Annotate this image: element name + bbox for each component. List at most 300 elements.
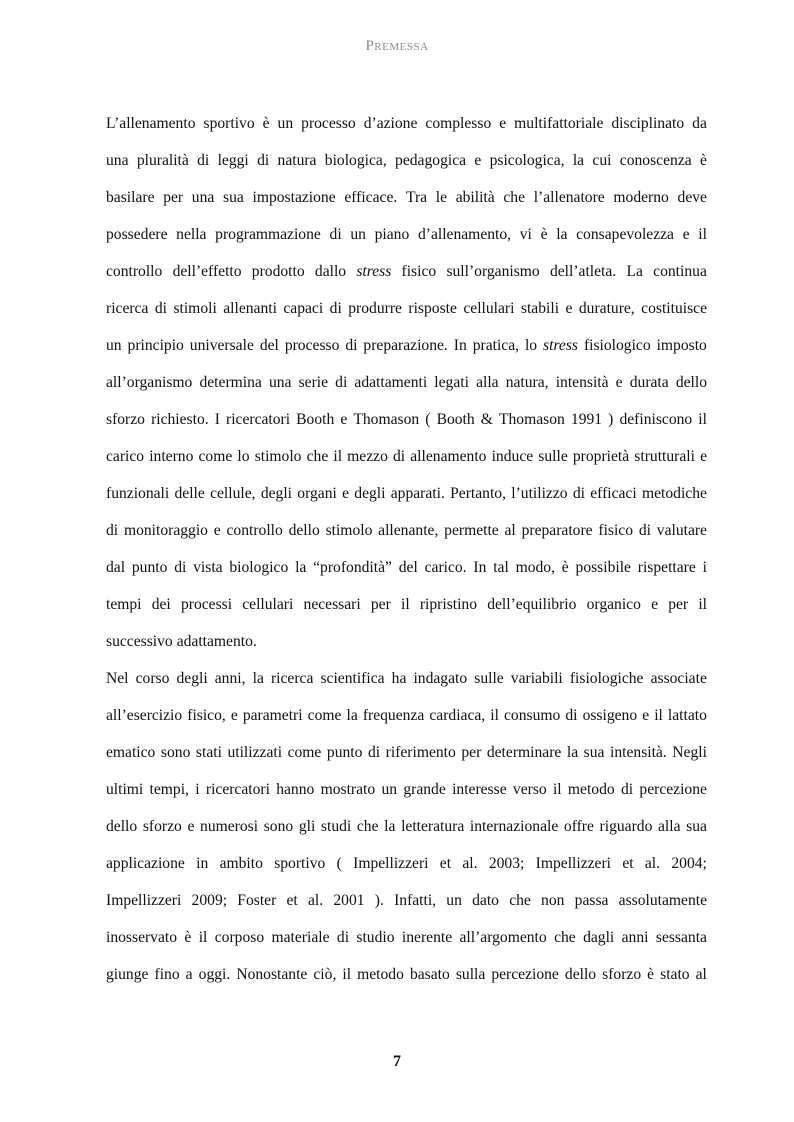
- word: il: [490, 707, 499, 724]
- word: sulle: [474, 670, 504, 687]
- word: il: [342, 966, 352, 983]
- word: che: [509, 892, 531, 909]
- word: efficaci: [590, 485, 637, 502]
- text-line: [106, 882, 707, 919]
- word: è: [184, 929, 192, 946]
- word: la: [295, 559, 307, 576]
- word: verso: [512, 781, 547, 798]
- word: al.: [307, 892, 324, 909]
- word: serie: [298, 374, 329, 391]
- text-line: [106, 105, 707, 142]
- word: dello: [288, 522, 320, 539]
- word: dallo: [314, 263, 347, 280]
- word: stimolo: [325, 522, 373, 539]
- word: e: [340, 411, 348, 428]
- word: universale: [189, 337, 254, 354]
- word: del: [398, 559, 418, 576]
- word: programmazione: [215, 226, 321, 243]
- word: controllo: [226, 522, 283, 539]
- word: di: [336, 929, 350, 946]
- word: risposte: [408, 300, 457, 317]
- word: riguardo: [599, 818, 653, 835]
- word: basilare: [106, 189, 155, 206]
- text-line: [106, 771, 707, 808]
- text-line: [106, 475, 707, 512]
- word: natura,: [505, 374, 549, 391]
- word: prodotto: [251, 263, 305, 280]
- word: d’allenamento,: [417, 226, 512, 243]
- word: durata: [629, 374, 669, 391]
- word: ).: [374, 892, 384, 909]
- word: al: [695, 966, 707, 983]
- word: I: [214, 411, 220, 428]
- word: tempi: [106, 596, 142, 613]
- word: letteratura: [401, 818, 465, 835]
- word: frequenza: [362, 707, 425, 724]
- word: Impellizzeri: [535, 855, 611, 872]
- word: il: [698, 226, 707, 243]
- word: gli: [298, 818, 316, 835]
- word: deve: [677, 189, 707, 206]
- word: metodo: [567, 781, 615, 798]
- word: dell’atleta.: [549, 263, 617, 280]
- word: et: [439, 855, 452, 872]
- word: Booth: [296, 411, 335, 428]
- word: sono: [160, 744, 191, 761]
- word: La: [626, 263, 643, 280]
- word: possedere: [106, 226, 168, 243]
- text-line: [106, 327, 707, 364]
- word: d’azione: [363, 115, 418, 132]
- word: associate: [650, 670, 707, 687]
- word: inerente: [401, 929, 453, 946]
- word: apparati.: [390, 485, 445, 502]
- word: mostrato: [320, 781, 376, 798]
- word: possibile: [575, 559, 631, 576]
- word: alla: [476, 374, 499, 391]
- word: applicazione: [106, 855, 185, 872]
- word: ciò,: [313, 966, 337, 983]
- word: processi: [180, 596, 233, 613]
- word: percezione: [639, 781, 707, 798]
- word: pluralità: [136, 152, 189, 169]
- word: tal: [493, 559, 509, 576]
- word: pratica,: [472, 337, 520, 354]
- word: (: [336, 855, 342, 872]
- word: dato: [472, 892, 499, 909]
- word: funzionali: [106, 485, 170, 502]
- word: adattamenti: [354, 374, 428, 391]
- word: conoscenza: [619, 152, 692, 169]
- word: rispettare: [637, 559, 696, 576]
- word: fisiologico: [583, 337, 651, 354]
- word: controllo: [106, 263, 163, 280]
- word: i: [702, 559, 707, 576]
- word: da: [692, 115, 707, 132]
- word: di: [335, 374, 348, 391]
- text-line: [106, 660, 707, 697]
- word: e: [499, 115, 507, 132]
- word: tempi,: [149, 781, 189, 798]
- word: che: [503, 189, 526, 206]
- word: lo: [237, 448, 250, 465]
- word: e: [342, 485, 350, 502]
- word: sulle: [538, 448, 568, 465]
- word: fisiologiche: [569, 670, 644, 687]
- word: In: [453, 337, 467, 354]
- word: fisico,: [187, 707, 226, 724]
- word: dello: [106, 818, 138, 835]
- word: il: [654, 707, 663, 724]
- word: la: [252, 670, 264, 687]
- word: organico: [586, 596, 641, 613]
- word: Pertanto,: [450, 485, 506, 502]
- word: fisico: [598, 522, 634, 539]
- word: degli: [354, 485, 386, 502]
- word: la: [384, 818, 396, 835]
- word: multifattoriale: [514, 115, 604, 132]
- word: vista: [193, 559, 223, 576]
- word: degli: [176, 670, 208, 687]
- word: e: [615, 374, 623, 391]
- word: e: [187, 818, 195, 835]
- word: metodo: [357, 966, 404, 983]
- word: è: [699, 152, 707, 169]
- word: che: [306, 448, 329, 465]
- word: lattato: [667, 707, 707, 724]
- italic-word: stress: [543, 337, 578, 354]
- word: induce: [491, 448, 534, 465]
- word: ossigeno: [582, 707, 638, 724]
- word: scientifica: [320, 670, 385, 687]
- word: strutturali: [634, 448, 695, 465]
- word: organi: [297, 485, 337, 502]
- word: richiesto.: [151, 411, 209, 428]
- text-line: [106, 216, 707, 253]
- word: determinare: [486, 744, 562, 761]
- word: i: [195, 781, 200, 798]
- word: continua: [653, 263, 707, 280]
- word: consumo: [503, 707, 561, 724]
- word: allenante,: [378, 522, 439, 539]
- word: valutare: [656, 522, 707, 539]
- word: sportivo: [203, 115, 255, 132]
- word: ricercatori: [226, 411, 291, 428]
- word: natura: [277, 152, 317, 169]
- word: sforzo: [106, 411, 145, 428]
- word: imposto: [656, 337, 707, 354]
- word: alla: [658, 818, 681, 835]
- word: punto: [131, 559, 168, 576]
- word: fino: [154, 966, 180, 983]
- word: oggi.: [198, 966, 231, 983]
- word: ricercatori: [205, 781, 270, 798]
- text-line: [106, 845, 707, 882]
- word: la: [346, 707, 358, 724]
- word: di: [106, 522, 119, 539]
- word: sessanta: [655, 929, 707, 946]
- word: In: [473, 559, 487, 576]
- word: &: [480, 411, 493, 428]
- word: sulla: [455, 966, 486, 983]
- word: internazionale: [469, 818, 559, 835]
- word: giunge: [106, 966, 149, 983]
- word: sull’organismo: [446, 263, 540, 280]
- text-line: [106, 364, 707, 401]
- word: nella: [176, 226, 207, 243]
- word: al.: [644, 855, 661, 872]
- text-line: [106, 734, 707, 771]
- word: all’organismo: [106, 374, 193, 391]
- word: sforzo: [602, 966, 642, 983]
- word: un: [381, 781, 398, 798]
- word: è: [540, 226, 548, 243]
- word: che: [554, 929, 576, 946]
- word: complesso: [425, 115, 492, 132]
- word: efficace.: [344, 189, 398, 206]
- word: interno: [149, 448, 194, 465]
- word: studio: [356, 929, 395, 946]
- word: all’argomento: [459, 929, 547, 946]
- word: dell’equilibrio: [487, 596, 577, 613]
- word: e: [682, 226, 690, 243]
- word: Booth: [436, 411, 475, 428]
- word: costituisce: [641, 300, 707, 317]
- word: inosservato: [106, 929, 178, 946]
- word: proprietà: [572, 448, 630, 465]
- word: il: [698, 596, 707, 613]
- text-line: [106, 290, 707, 327]
- text-line: [106, 808, 707, 845]
- word: produrre: [348, 300, 402, 317]
- word: è: [262, 115, 270, 132]
- word: stato: [660, 966, 690, 983]
- word: indagato: [413, 670, 468, 687]
- word: dello: [675, 374, 707, 391]
- word: fisico: [401, 263, 437, 280]
- word: studi: [320, 818, 352, 835]
- word: carico: [106, 448, 145, 465]
- word: dei: [151, 596, 171, 613]
- word: cui: [592, 152, 612, 169]
- word: come: [198, 448, 233, 465]
- word: ricerca: [270, 670, 314, 687]
- word: una: [191, 189, 215, 206]
- word: Nonostante: [236, 966, 308, 983]
- word: e: [565, 300, 573, 317]
- word: parametri: [242, 707, 303, 724]
- word: ambito: [219, 855, 263, 872]
- word: di: [565, 707, 578, 724]
- running-header: Premessa: [365, 38, 429, 54]
- word: adattamento.: [176, 633, 257, 650]
- word: cellule,: [210, 485, 256, 502]
- word: dal: [106, 559, 126, 576]
- word: processo: [284, 337, 340, 354]
- word: una: [106, 152, 129, 169]
- word: un: [350, 226, 366, 243]
- word: consapevolezza: [576, 226, 674, 243]
- word: non: [541, 892, 565, 909]
- word: Foster: [237, 892, 277, 909]
- word: ripristino: [419, 596, 478, 613]
- word: moderno: [613, 189, 669, 206]
- word: ha: [391, 670, 407, 687]
- word: del: [259, 337, 279, 354]
- word: assolutamente: [618, 892, 707, 909]
- word: e: [474, 152, 482, 169]
- word: preparazione.: [363, 337, 448, 354]
- word: lo: [524, 337, 538, 354]
- word: permette: [444, 522, 499, 539]
- word: la: [556, 226, 568, 243]
- word: basato: [409, 966, 450, 983]
- word: per: [163, 189, 184, 206]
- word: l’utilizzo: [511, 485, 568, 502]
- word: e: [651, 596, 659, 613]
- word: 1991: [570, 411, 603, 428]
- word: modo,: [515, 559, 555, 576]
- word: dell’effetto: [172, 263, 242, 280]
- word: (: [425, 411, 431, 428]
- word: che: [356, 818, 379, 835]
- word: Thomason: [353, 411, 420, 428]
- word: carico.: [424, 559, 467, 576]
- word: biologico: [229, 559, 289, 576]
- word: corso: [135, 670, 170, 687]
- word: vi: [519, 226, 532, 243]
- word: Negli: [672, 744, 707, 761]
- word: numerosi: [200, 818, 259, 835]
- word: e: [213, 522, 221, 539]
- word: legati: [434, 374, 469, 391]
- word: dello: [564, 966, 597, 983]
- word: L’allenamento: [106, 115, 196, 132]
- word: successivo: [106, 633, 173, 650]
- word: di: [174, 559, 187, 576]
- word: è: [647, 966, 655, 983]
- word: 2004;: [671, 855, 707, 872]
- word: psicologica,: [489, 152, 565, 169]
- word: offre: [563, 818, 594, 835]
- word: l’allenatore: [533, 189, 605, 206]
- word: Tra: [405, 189, 428, 206]
- word: cardiaca,: [429, 707, 486, 724]
- word: principio: [127, 337, 184, 354]
- word: ematico: [106, 744, 156, 761]
- word: Impellizzeri: [106, 892, 182, 909]
- word: determina: [199, 374, 262, 391]
- word: abilità: [455, 189, 495, 206]
- word: e: [230, 707, 238, 724]
- word: le: [435, 189, 448, 206]
- text-line: [106, 401, 707, 438]
- word: il: [698, 411, 707, 428]
- word: Infatti,: [394, 892, 437, 909]
- text-line: [106, 549, 707, 586]
- word: di: [197, 152, 210, 169]
- page-number: 7: [393, 1053, 401, 1070]
- word: il: [333, 448, 343, 465]
- word: sua: [223, 189, 244, 206]
- word: ricerca: [106, 300, 149, 317]
- word: sportivo: [274, 855, 326, 872]
- text-line: [106, 586, 707, 623]
- word: di: [393, 448, 406, 465]
- word: di: [257, 152, 270, 169]
- word: al: [504, 522, 516, 539]
- word: percezione: [491, 966, 559, 983]
- word: definiscono: [619, 411, 693, 428]
- word: degli: [260, 485, 292, 502]
- word: di: [367, 744, 381, 761]
- word: metodiche: [641, 485, 707, 502]
- word: intensità: [555, 374, 609, 391]
- word: a: [185, 966, 193, 983]
- word: di: [154, 300, 167, 317]
- word: pedagogica: [395, 152, 467, 169]
- word: Thomason: [498, 411, 565, 428]
- word: delle: [174, 485, 205, 502]
- word: è: [561, 559, 569, 576]
- word: per: [668, 596, 689, 613]
- word: Nel: [106, 670, 129, 687]
- word: materiale: [271, 929, 330, 946]
- word: di: [329, 226, 342, 243]
- word: un: [106, 337, 122, 354]
- word: punto: [326, 744, 363, 761]
- word: al.: [462, 855, 478, 872]
- text-line: [106, 512, 707, 549]
- word: come: [287, 744, 322, 761]
- word: hanno: [276, 781, 315, 798]
- word: disciplinato: [611, 115, 685, 132]
- word: sforzo: [142, 818, 182, 835]
- word: come: [307, 707, 342, 724]
- word: ultimi: [106, 781, 144, 798]
- word: riferimento: [385, 744, 456, 761]
- text-line: [106, 919, 707, 956]
- word: 2001: [333, 892, 365, 909]
- word: preparatore: [521, 522, 593, 539]
- text-line: [106, 697, 707, 734]
- word: 2003;: [488, 855, 525, 872]
- word: di: [572, 485, 585, 502]
- word: in: [196, 855, 209, 872]
- word: et: [622, 855, 634, 872]
- word: stimolo: [254, 448, 302, 465]
- text-line: [106, 142, 707, 179]
- text-line: [106, 956, 707, 993]
- word: processo: [301, 115, 356, 132]
- word: 2009;: [191, 892, 228, 909]
- word: anni: [621, 929, 649, 946]
- word: di: [620, 781, 634, 798]
- word: e: [700, 448, 707, 465]
- word: monitoraggio: [123, 522, 208, 539]
- text-line: [106, 179, 707, 216]
- word: un: [446, 892, 462, 909]
- word: cellulari: [463, 300, 515, 317]
- word: sono: [263, 818, 294, 835]
- word: piano: [374, 226, 410, 243]
- word: per: [461, 744, 482, 761]
- word: utilizzati: [227, 744, 283, 761]
- word: leggi: [217, 152, 249, 169]
- word: et: [286, 892, 298, 909]
- word: di: [638, 522, 651, 539]
- word: corposo: [214, 929, 265, 946]
